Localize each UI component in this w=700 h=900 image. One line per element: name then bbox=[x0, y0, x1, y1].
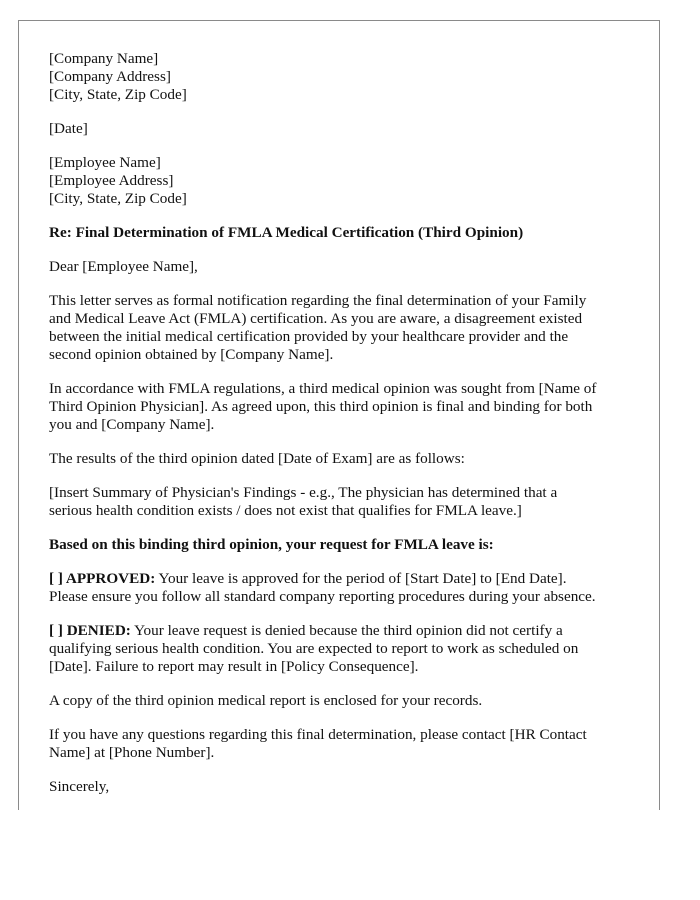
paragraph-line: This letter serves as formal notification regarding the final determination of your Family bbox=[49, 292, 587, 309]
paragraph-contact bbox=[49, 726, 639, 762]
paragraph-line: serious health condition exists / does not exist that qualifies for FMLA leave.] bbox=[49, 502, 522, 519]
paragraph-findings bbox=[49, 484, 639, 520]
denied-line-1 bbox=[49, 622, 639, 640]
paragraph-line: In accordance with FMLA regulations, a third medical opinion was sought from [Name of bbox=[49, 380, 597, 397]
paragraph-line: Name] at [Phone Number]. bbox=[49, 744, 215, 761]
letter-page bbox=[18, 20, 660, 810]
subject-line bbox=[49, 224, 639, 242]
recipient-address bbox=[49, 154, 639, 208]
approved-text: Your leave is approved for the period of [Start Date] to [End Date]. bbox=[155, 570, 567, 587]
paragraph-line: If you have any questions regarding this final determination, please contact [HR Contact bbox=[49, 726, 587, 743]
approved-option bbox=[49, 570, 639, 606]
paragraph-line: [Insert Summary of Physician's Findings - e.g., The physician has determined that a bbox=[49, 484, 558, 501]
denied-line-2: qualifying serious health condition. You are expected to report to work as scheduled on bbox=[49, 640, 579, 657]
letter-date bbox=[49, 120, 639, 138]
decision-heading bbox=[49, 536, 639, 554]
approved-line-2: Please ensure you follow all standard company reporting procedures during your absence. bbox=[49, 588, 596, 605]
paragraph-results bbox=[49, 450, 639, 468]
closing-text: Sincerely, bbox=[49, 778, 110, 795]
approved-label: [ ] APPROVED: bbox=[49, 570, 156, 587]
date-text: [Date] bbox=[49, 120, 88, 137]
subject-text: Re: Final Determination of FMLA Medical Certification (Third Opinion) bbox=[49, 224, 524, 241]
paragraph-line: and Medical Leave Act (FMLA) certification. As you are aware, a disagreement existed bbox=[49, 310, 583, 327]
decision-heading-text: Based on this binding third opinion, your request for FMLA leave is: bbox=[49, 536, 494, 553]
paragraph-line: between the initial medical certification provided by your healthcare provider and the bbox=[49, 328, 569, 345]
letter-content bbox=[49, 50, 639, 810]
denied-label: [ ] DENIED: bbox=[49, 622, 131, 639]
recipient-city-state-zip: [City, State, Zip Code] bbox=[49, 190, 187, 207]
paragraph-third-opinion bbox=[49, 380, 639, 434]
paragraph-line: A copy of the third opinion medical report is enclosed for your records. bbox=[49, 692, 483, 709]
approved-line-1 bbox=[49, 570, 639, 588]
sender-company-name: [Company Name] bbox=[49, 50, 159, 67]
denied-option bbox=[49, 622, 639, 676]
paragraph-notification bbox=[49, 292, 639, 364]
denied-line-3: [Date]. Failure to report may result in [Policy Consequence]. bbox=[49, 658, 419, 675]
recipient-employee-address: [Employee Address] bbox=[49, 172, 174, 189]
sender-address bbox=[49, 50, 639, 104]
salutation bbox=[49, 258, 639, 276]
paragraph-line: you and [Company Name]. bbox=[49, 416, 215, 433]
salutation-text: Dear [Employee Name], bbox=[49, 258, 198, 275]
sender-company-address: [Company Address] bbox=[49, 68, 171, 85]
sender-city-state-zip: [City, State, Zip Code] bbox=[49, 86, 187, 103]
closing bbox=[49, 778, 639, 796]
denied-text: Your leave request is denied because the third opinion did not certify a bbox=[130, 622, 563, 639]
recipient-employee-name: [Employee Name] bbox=[49, 154, 161, 171]
paragraph-enclosure bbox=[49, 692, 639, 710]
paragraph-line: second opinion obtained by [Company Name]. bbox=[49, 346, 334, 363]
paragraph-line: The results of the third opinion dated [Date of Exam] are as follows: bbox=[49, 450, 465, 467]
paragraph-line: Third Opinion Physician]. As agreed upon, this third opinion is final and binding for both bbox=[49, 398, 593, 415]
